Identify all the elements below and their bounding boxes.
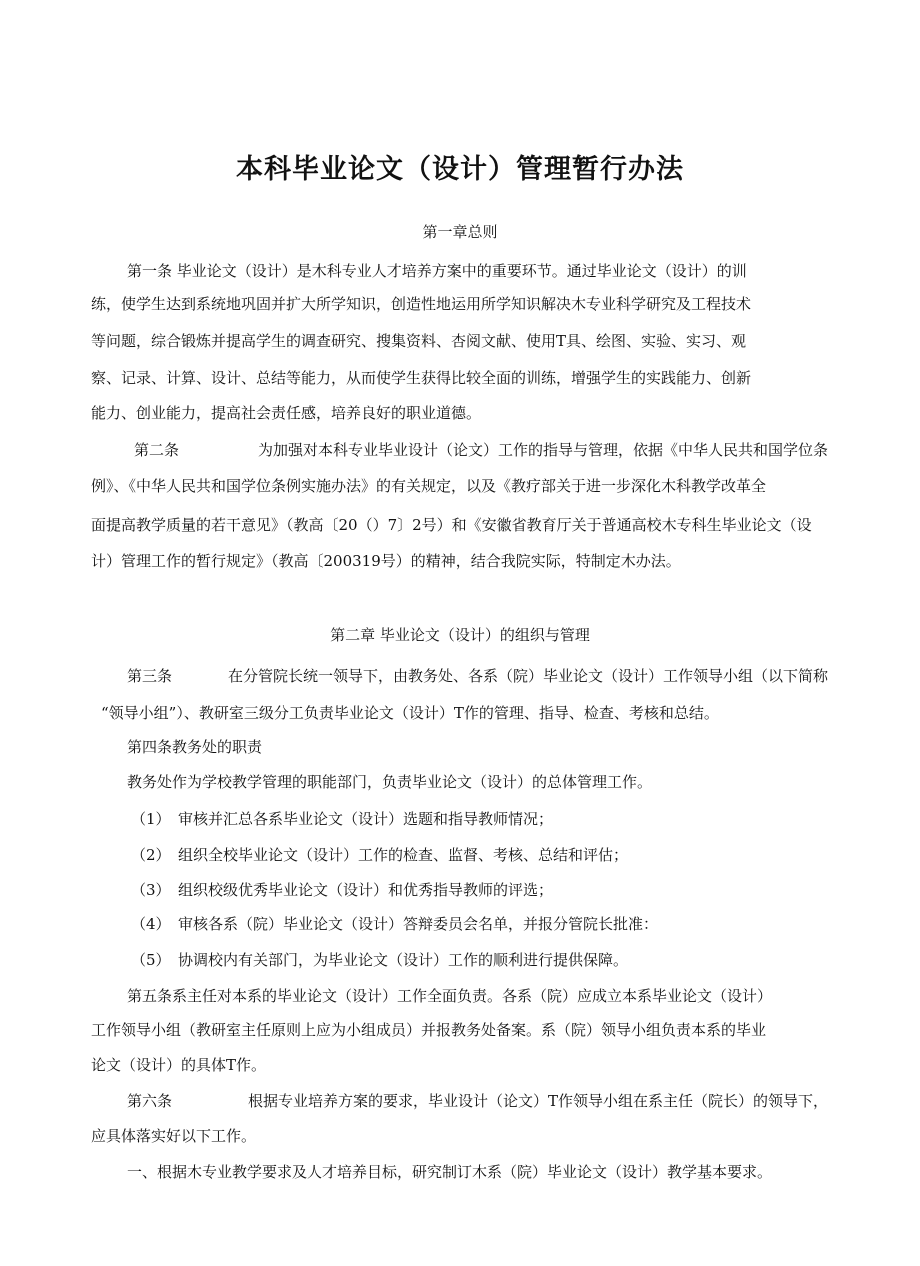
article-1-line-2: 练，使学生达到系统地巩固并扩大所学知识，创造性地运用所学知识解决木专业科学研究及工程技术 <box>91 295 752 313</box>
document-title: 本科毕业论文（设计）管理暂行办法 <box>236 154 684 186</box>
article-6-line-2: 应具体落实好以下工作。 <box>91 1127 257 1145</box>
article-5-line-2: 工作领导小组（教研室主任原则上应为小组成员）并报教务处备案。系（院）领导小组负责本系的毕业 <box>91 1021 767 1039</box>
article-1-line-4: 察、记录、计算、设计、总结等能力，从而使学生获得比较全面的训练，增强学生的实践能力、创新 <box>91 369 752 387</box>
article-3-line-2: “领导小组”）、教研室三级分工负责毕业论文（设计）T作的管理、指导、检查、考核和总结。 <box>101 704 719 722</box>
article-4-heading: 第四条教务处的职责 <box>127 738 263 756</box>
article-4-item-5-number: （5） <box>131 951 171 969</box>
article-2-line-4: 计）管理工作的暂行规定》（教高〔200319号）的精神，结合我院实际，特制定木办法。 <box>91 552 681 570</box>
article-4-item-5-text: 协调校内有关部门，为毕业论文（设计）工作的顺利进行提供保障。 <box>178 951 629 969</box>
article-4-item-1-number: （1） <box>131 810 171 828</box>
article-6-line-1: 根据专业培养方案的要求，毕业设计（论文）T作领导小组在系主任（院长）的领导下， <box>248 1092 829 1110</box>
article-6-label: 第六条 <box>127 1092 173 1110</box>
article-4-item-3-number: （3） <box>131 881 171 899</box>
article-4-item-2-text: 组织全校毕业论文（设计）工作的检查、监督、考核、总结和评估； <box>178 846 629 864</box>
article-4-item-4-number: （4） <box>131 915 171 933</box>
chapter-1-heading: 第一章总则 <box>422 223 498 241</box>
article-5-line-3: 论文（设计）的具体T作。 <box>91 1056 267 1074</box>
article-2-line-3: 面提高教学质量的若干意见》（教高〔20（）7〕2号）和《安徽省教育厅关于普通高校木专科生毕业论文（设 <box>91 516 812 534</box>
article-1-line-3: 等问题，综合锻炼并提高学生的调查研究、搜集资料、杏阅文献、使用T具、绘图、实验、实习、观 <box>91 332 747 350</box>
article-4-item-4-text: 审核各系（院）毕业论文（设计）答辩委员会名单，并报分管院长批准： <box>178 915 659 933</box>
article-1-line-1: 第一条 毕业论文（设计）是木科专业人才培养方案中的重要环节。通过毕业论文（设计）的训 <box>127 262 747 280</box>
article-4-item-3-text: 组织校级优秀毕业论文（设计）和优秀指导教师的评选； <box>178 881 554 899</box>
article-4-intro: 教务处作为学校教学管理的职能部门，负责毕业论文（设计）的总体管理工作。 <box>127 773 653 791</box>
article-2-line-1: 为加强对本科专业毕业设计（论文）工作的指导与管理，依据《中华人民共和国学位条 <box>258 441 829 459</box>
article-1-line-5: 能力、创业能力，提高社会责任感，培养良好的职业道德。 <box>91 404 482 422</box>
article-3-line-1: 在分管院长统一领导下，由教务处、各系（院）毕业论文（设计）工作领导小组（以下简称 <box>228 667 829 685</box>
article-5-line-1: 第五条系主任对本系的毕业论文（设计）工作全面负责。各系（院）应成立本系毕业论文（设计） <box>127 987 773 1005</box>
article-2-label: 第二条 <box>134 441 180 459</box>
article-6-item-1: 一、根据木专业教学要求及人才培养目标，研究制订木系（院）毕业论文（设计）教学基本要求。 <box>127 1163 773 1181</box>
chapter-2-heading: 第二章 毕业论文（设计）的组织与管理 <box>330 626 590 644</box>
article-4-item-2-number: （2） <box>131 846 171 864</box>
article-4-item-1-text: 审核并汇总各系毕业论文（设计）选题和指导教师情况； <box>178 810 554 828</box>
article-3-label: 第三条 <box>127 667 173 685</box>
article-2-line-2: 例》、《中华人民共和国学位条例实施办法》的有关规定，以及《教疗部关于进一步深化木科教学改革全 <box>91 477 767 495</box>
